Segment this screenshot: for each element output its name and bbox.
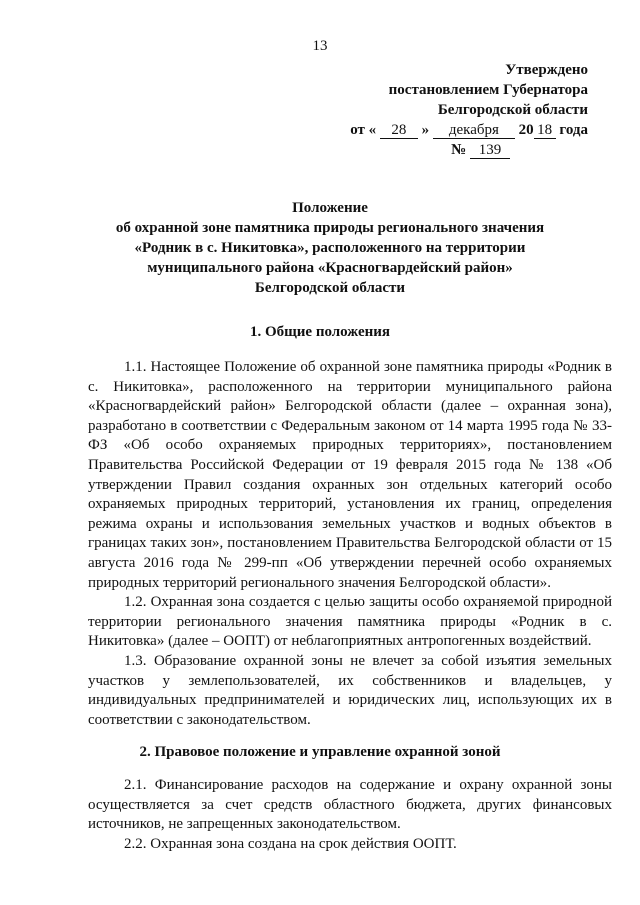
approval-line-1: Утверждено [505, 62, 588, 78]
document-title [80, 198, 580, 298]
year-prefix: 20 [518, 122, 534, 138]
section-2-heading: 2. Правовое положение и управление охранной зоной [139, 744, 501, 760]
section-1-paragraphs [88, 358, 612, 730]
section-1-heading: 1. Общие положения [249, 324, 391, 340]
date-prefix: от « [350, 122, 377, 138]
title-line-1: Положение [292, 200, 368, 216]
date-day: 28 [380, 122, 418, 139]
page-number: 13 [312, 38, 328, 54]
year-word: года [559, 122, 588, 138]
approval-number [328, 140, 588, 160]
date-mid: » [421, 122, 430, 138]
paragraph-2-2: 2.2. Охранная зона создана на срок действия ООПТ. [124, 835, 457, 852]
approval-line-2: постановлением Губернатора [388, 82, 588, 98]
paragraph-1-1: 1.1. Настоящее Положение об охранной зоне памятника природы «Родник в с. Никитовка», расположенного на территории муниципального района «Красногвардейский район» Белгородской области (далее – охранная зона), разработано в соответствии с Федеральным законом от 14 марта 1995 года № 33-ФЗ «Об особо охраняемых природных территориях», постановлением Правительства Российской Федерации от 19 февраля 2015 года № 138 «Об утверждении Правил создания охранных зон отдельных категорий особо охраняемых природных территорий, установления их границ, определения режима охраны и использования земельных участков и водных объектов в границах таких зон», постановлением Правительства Белгородской области от 15 августа 2016 года № 299-пп «Об утверждении перечней особо охраняемых природных территорий регионального значения Белгородской области». [88, 359, 612, 591]
section-2-paragraphs [88, 776, 612, 854]
approval-block [328, 60, 588, 160]
title-line-5: Белгородской области [254, 280, 406, 296]
number-prefix: № [451, 142, 467, 158]
date-month: декабря [433, 122, 515, 139]
approval-line-3: Белгородской области [437, 102, 588, 118]
year-suffix: 18 [534, 122, 556, 139]
paragraph-1-3: 1.3. Образование охранной зоны не влечет за собой изъятия земельных участков у землепользователей, их собственников и владельцев, у индивидуальных предпринимателей и юридических лиц, использующих их в соответствии с законодательством. [88, 652, 612, 728]
decree-number: 139 [470, 142, 510, 159]
title-line-3: «Родник в с. Никитовка», расположенного на территории [134, 240, 526, 256]
title-line-4: муниципального района «Красногвардейский район» [147, 260, 513, 276]
title-line-2: об охранной зоне памятника природы регионального значения [115, 220, 545, 236]
paragraph-1-2: 1.2. Охранная зона создается с целью защиты особо охраняемой природной территории регионального значения памятника природы «Родник в с. Никитовка» (далее – ООПТ) от неблагоприятных антропогенных воздействий. [88, 594, 612, 650]
approval-date [328, 120, 588, 140]
paragraph-2-1: 2.1. Финансирование расходов на содержание и охрану охранной зоны осуществляется за счет средств областного бюджета, других финансовых источников, не запрещенных законодательством. [88, 777, 612, 833]
